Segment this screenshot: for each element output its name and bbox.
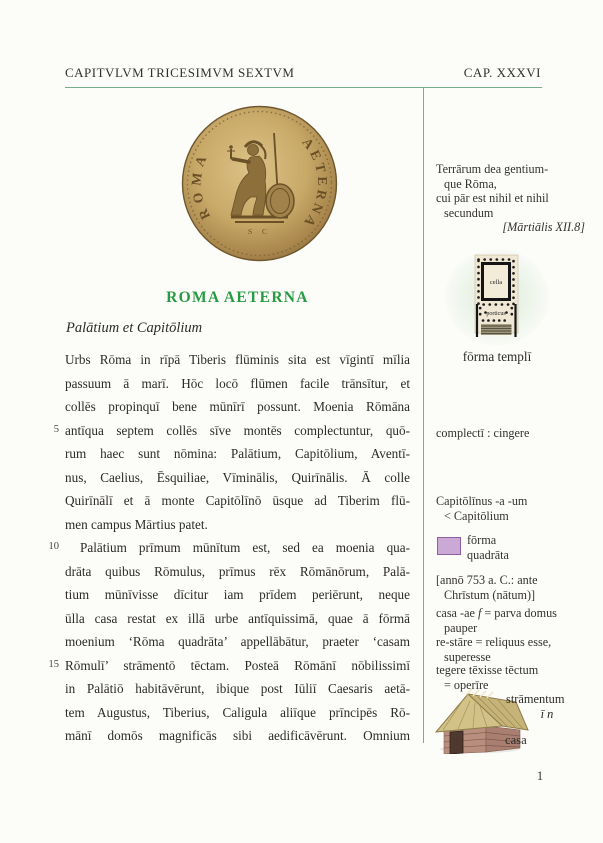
text-line: mānī domōs magnificās sibi aedificāvērunt. Omnium	[65, 728, 410, 743]
header-rule	[65, 87, 542, 88]
text-line: Urbs Rōma in rīpā Tiberis flūminis sita est vīgintī mīlia	[65, 352, 410, 367]
margin-note-anno-753: [annō 753 a. C.: ante Chrīstum (nātum)]	[436, 573, 538, 602]
text-line: moenium ‘Rōma quadrāta’ appellābātur, praeter ‘casam	[65, 634, 410, 649]
text-line: tem Augustus, Tiberius, Caligula aliīque prīncipēs Rō-	[65, 704, 410, 720]
chapter-header-right: CAP. XXXVI	[463, 65, 541, 80]
text-line: Quirīnālī et ā monte Capitōlīnō ūsque ad Tiberim flū-	[65, 493, 410, 508]
text-line: in Palātiō habitāvērunt, ibique post Iūliī Caesaris aetā-	[65, 681, 410, 696]
chapter-header-left: CAPITVLVM TRICESIMVM SEXTVM	[65, 65, 295, 80]
line-number: 5	[53, 423, 59, 435]
margin-note-stramentum: strāmentum ī n	[506, 692, 565, 721]
temple-plan-figure	[444, 249, 564, 349]
gender-marker: f	[477, 606, 482, 620]
hut-caption: casa	[505, 733, 527, 747]
forma-quadrata-swatch	[437, 537, 461, 555]
text-line: tium mūnīvisse dīcitur iam prīdem periērunt, neque	[65, 587, 410, 602]
margin-quote-martial: Terrārum dea gentium- que Rōma, cui pār est nihil et nihil secundum [Mārtiālis XII.8]	[436, 162, 588, 235]
temple-porticus-label: porticus	[486, 311, 506, 317]
section-subtitle: Palātium et Capitōlium	[66, 320, 203, 336]
text-line: drāta quibus Rōmulus, prīmus rēx Rōmānōrum, Palā-	[65, 563, 410, 579]
margin-note-restare: re-stāre = reliquus esse, superesse	[436, 635, 552, 664]
gender-marker: n	[547, 707, 554, 721]
roma-coin-illustration	[181, 105, 338, 262]
text-line: passuum ā marī. Hōc locō flūmen facile trānsītur, et	[65, 375, 410, 391]
margin-note-casa-definition: casa -ae f = parva domus pauper	[436, 606, 557, 635]
text-line: 15 Rōmulī’ strāmentō tēctam. Posteā Rōmānī nōbilissimī	[65, 654, 410, 678]
coin-legend-aeterna: AETERNA	[299, 134, 331, 233]
text-line: 10 Palātium prīmum mūnītum est, sed ea moenia qua-	[65, 536, 410, 560]
section-title: ROMA AETERNA	[166, 289, 309, 306]
text-line: collēs propinquī bene mūnīrī possunt. Moenia Rōmāna	[65, 399, 410, 414]
text-line: rum haec sunt nōmina: Palātium, Capitōlium, Aventī-	[65, 446, 410, 461]
text-line: ūlla casa restat ex illā urbe antīquissimā, quae ā fōrmā	[65, 610, 410, 626]
temple-cella-label: cella	[489, 279, 503, 286]
page-number: 1	[536, 768, 544, 783]
coin-legend-roma: ROMA	[188, 148, 214, 222]
margin-note-complecti: complectī : cingere	[436, 426, 530, 440]
margin-note-forma-quadrata: fōrma quadrāta	[467, 533, 509, 562]
line-number: 15	[48, 658, 59, 670]
coin-mint-mark: S C	[247, 227, 272, 236]
quote-attribution: [Mārtiālis XII.8]	[502, 220, 585, 235]
margin-note-capitolinus: Capitōlīnus -a -um < Capitōlium	[436, 494, 528, 523]
line-number: 10	[48, 541, 59, 552]
text-line: 5 antīqua septem collēs sīve montēs complectuntur, quō-	[65, 419, 410, 443]
main-text-block	[48, 348, 410, 748]
text-line: men campus Mārtius patet.	[65, 516, 208, 532]
margin-divider-rule	[423, 88, 424, 743]
text-line: nus, Caelius, Ēsquiliae, Vīminālis, Quirīnālis. Ā colle	[65, 469, 410, 485]
margin-note-tegere: tegere tēxisse tēctum = operīre	[436, 663, 539, 692]
temple-figure-caption: fōrma templī	[462, 349, 532, 364]
